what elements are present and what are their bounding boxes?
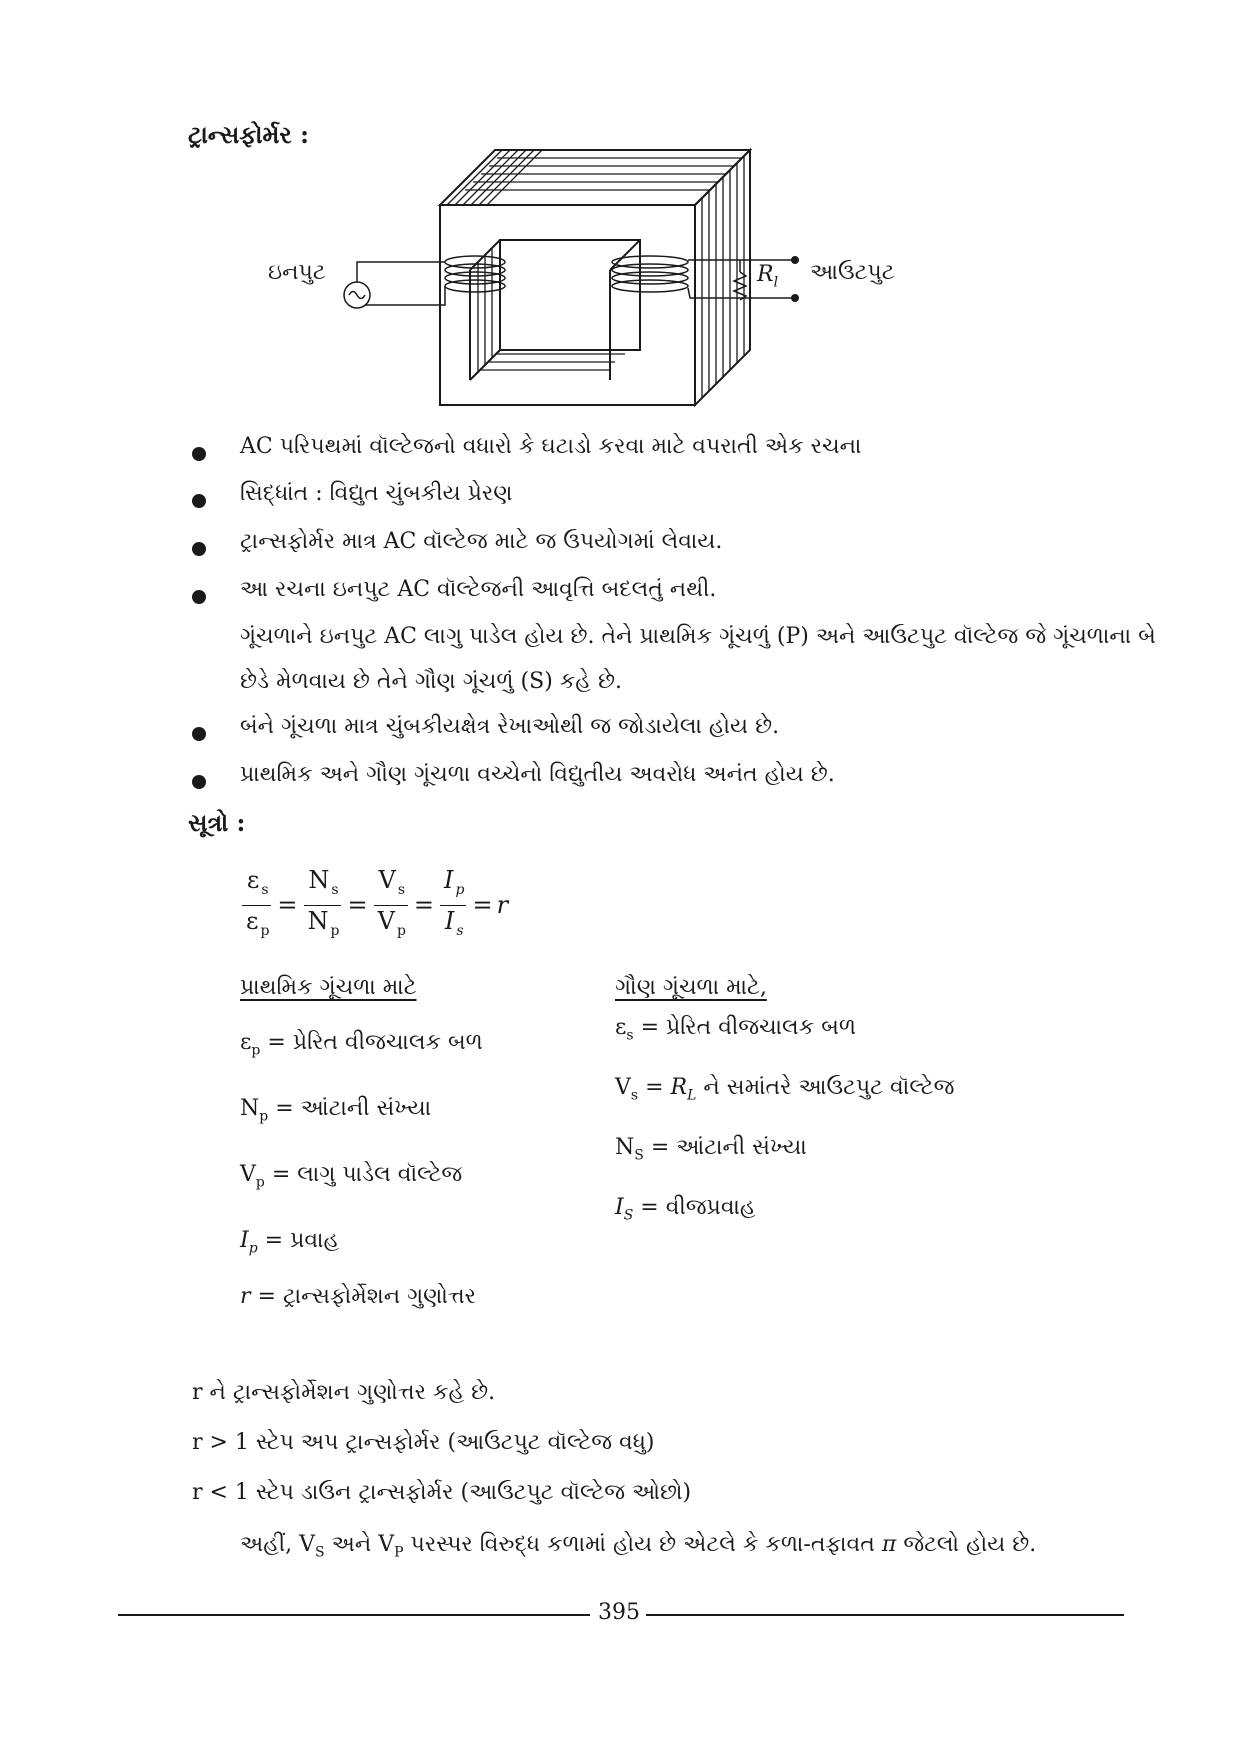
secondary-row: $I_S$ = વીજપ્રવાહ — [615, 1195, 756, 1224]
transformer-illustration — [270, 140, 1010, 410]
primary-heading: પ્રાથમિક ગૂંચળા માટે — [240, 975, 417, 1000]
note-2: r > 1 સ્ટેપ અપ ટ્રાન્સફોર્મર (આઉટપુટ વૉલ્ટેજ વધુ) — [192, 1430, 655, 1455]
output-label: આઉટપુટ — [810, 260, 895, 285]
secondary-heading: ગૌણ ગૂંચળા માટે, — [615, 975, 767, 1000]
resistor-label: $R_l$ — [757, 262, 779, 291]
bullet-dot — [192, 542, 206, 556]
bullet-4: આ રચના ઇનપુટ AC વૉલ્ટેજની આવૃત્તિ બદલતું નથી. — [240, 577, 717, 602]
bullet-dot — [192, 590, 206, 604]
bullet-dot — [192, 447, 206, 461]
secondary-row: $N_S$ = આંટાની સંખ્યા — [615, 1135, 807, 1164]
bullet-5: બંને ગૂંચળા માત્ર ચુંબકીયક્ષેત્ર રેખાઓથી જ જોડાયેલા હોય છે. — [240, 714, 780, 739]
bullet-dot — [192, 494, 206, 508]
footer-rule-right — [646, 1614, 1124, 1616]
primary-row: $N_p$ = આંટાની સંખ્યા — [240, 1096, 432, 1125]
bullet-dot — [192, 727, 206, 741]
page-title: ટ્રાન્સફોર્મર : — [188, 120, 310, 149]
paragraph-line-1: ગૂંચળાને ઇનપુટ AC લાગુ પાડેલ હોય છે. તેને પ્રાથમિક ગૂંચળું (P) અને આઉટપુટ વૉલ્ટેજ જે ગૂંચળાના બે — [240, 624, 1156, 649]
paragraph-line-2: છેડે મેળવાય છે તેને ગૌણ ગૂંચળું (S) કહે છે. — [240, 669, 622, 694]
bullet-1: AC પરિપથમાં વૉલ્ટેજનો વધારો કે ઘટાડો કરવા માટે વપરાતી એક રચના — [240, 434, 862, 459]
primary-row: $V_p$ = લાગુ પાડેલ વૉલ્ટેજ — [240, 1162, 463, 1191]
note-3: r < 1 સ્ટેપ ડાઉન ટ્રાન્સફોર્મર (આઉટપુટ વૉલ્ટેજ ઓછો) — [192, 1480, 692, 1505]
transformer-diagram — [270, 140, 1010, 410]
formulas-heading: સૂત્રો : — [188, 808, 246, 837]
primary-row: $\varepsilon_p$ = પ્રેરિત વીજચાલક બળ — [240, 1030, 483, 1059]
footer-rule-left — [118, 1614, 590, 1616]
bullet-2: સિદ્ધાંત : વિદ્યુત ચુંબકીય પ્રેરણ — [240, 481, 513, 506]
bullet-3: ટ્રાન્સફોર્મર માત્ર AC વૉલ્ટેજ માટે જ ઉપયોગમાં લેવાય. — [240, 529, 723, 554]
secondary-row: $V_s = R_L$ ને સમાંતરે આઉટપુટ વૉલ્ટેજ — [615, 1075, 955, 1104]
primary-row: $I_p$ = પ્રવાહ — [240, 1228, 340, 1257]
input-label: ઇનપુટ — [268, 260, 326, 285]
ratio-formula: $\frac{\varepsilon _s}{\varepsilon _p}$ = $\frac{N _s}{N _p}$ = $\frac{V _s}{V _p}$ = $\frac{I _p}{I _s}$ = r — [240, 865, 508, 946]
bullet-dot — [192, 775, 206, 789]
note-1: r ને ટ્રાન્સફોર્મેશન ગુણોત્તર કહે છે. — [192, 1380, 496, 1405]
secondary-row: $\varepsilon_s$ = પ્રેરિત વીજચાલક બળ — [615, 1015, 857, 1044]
primary-row: r = ટ્રાન્સફોર્મેશન ગુણોત્તર — [240, 1284, 477, 1309]
final-sentence: અહીં, $V_S$ અને $V_P$ પરસ્પર વિરુદ્ધ કળામાં હોય છે એટલે કે કળા-તફાવત π જેટલો હોય છે. — [240, 1532, 1037, 1561]
page-number: 395 — [598, 1600, 640, 1625]
bullet-6: પ્રાથમિક અને ગૌણ ગૂંચળા વચ્ચેનો વિદ્યુતીય અવરોધ અનંત હોય છે. — [240, 762, 835, 787]
